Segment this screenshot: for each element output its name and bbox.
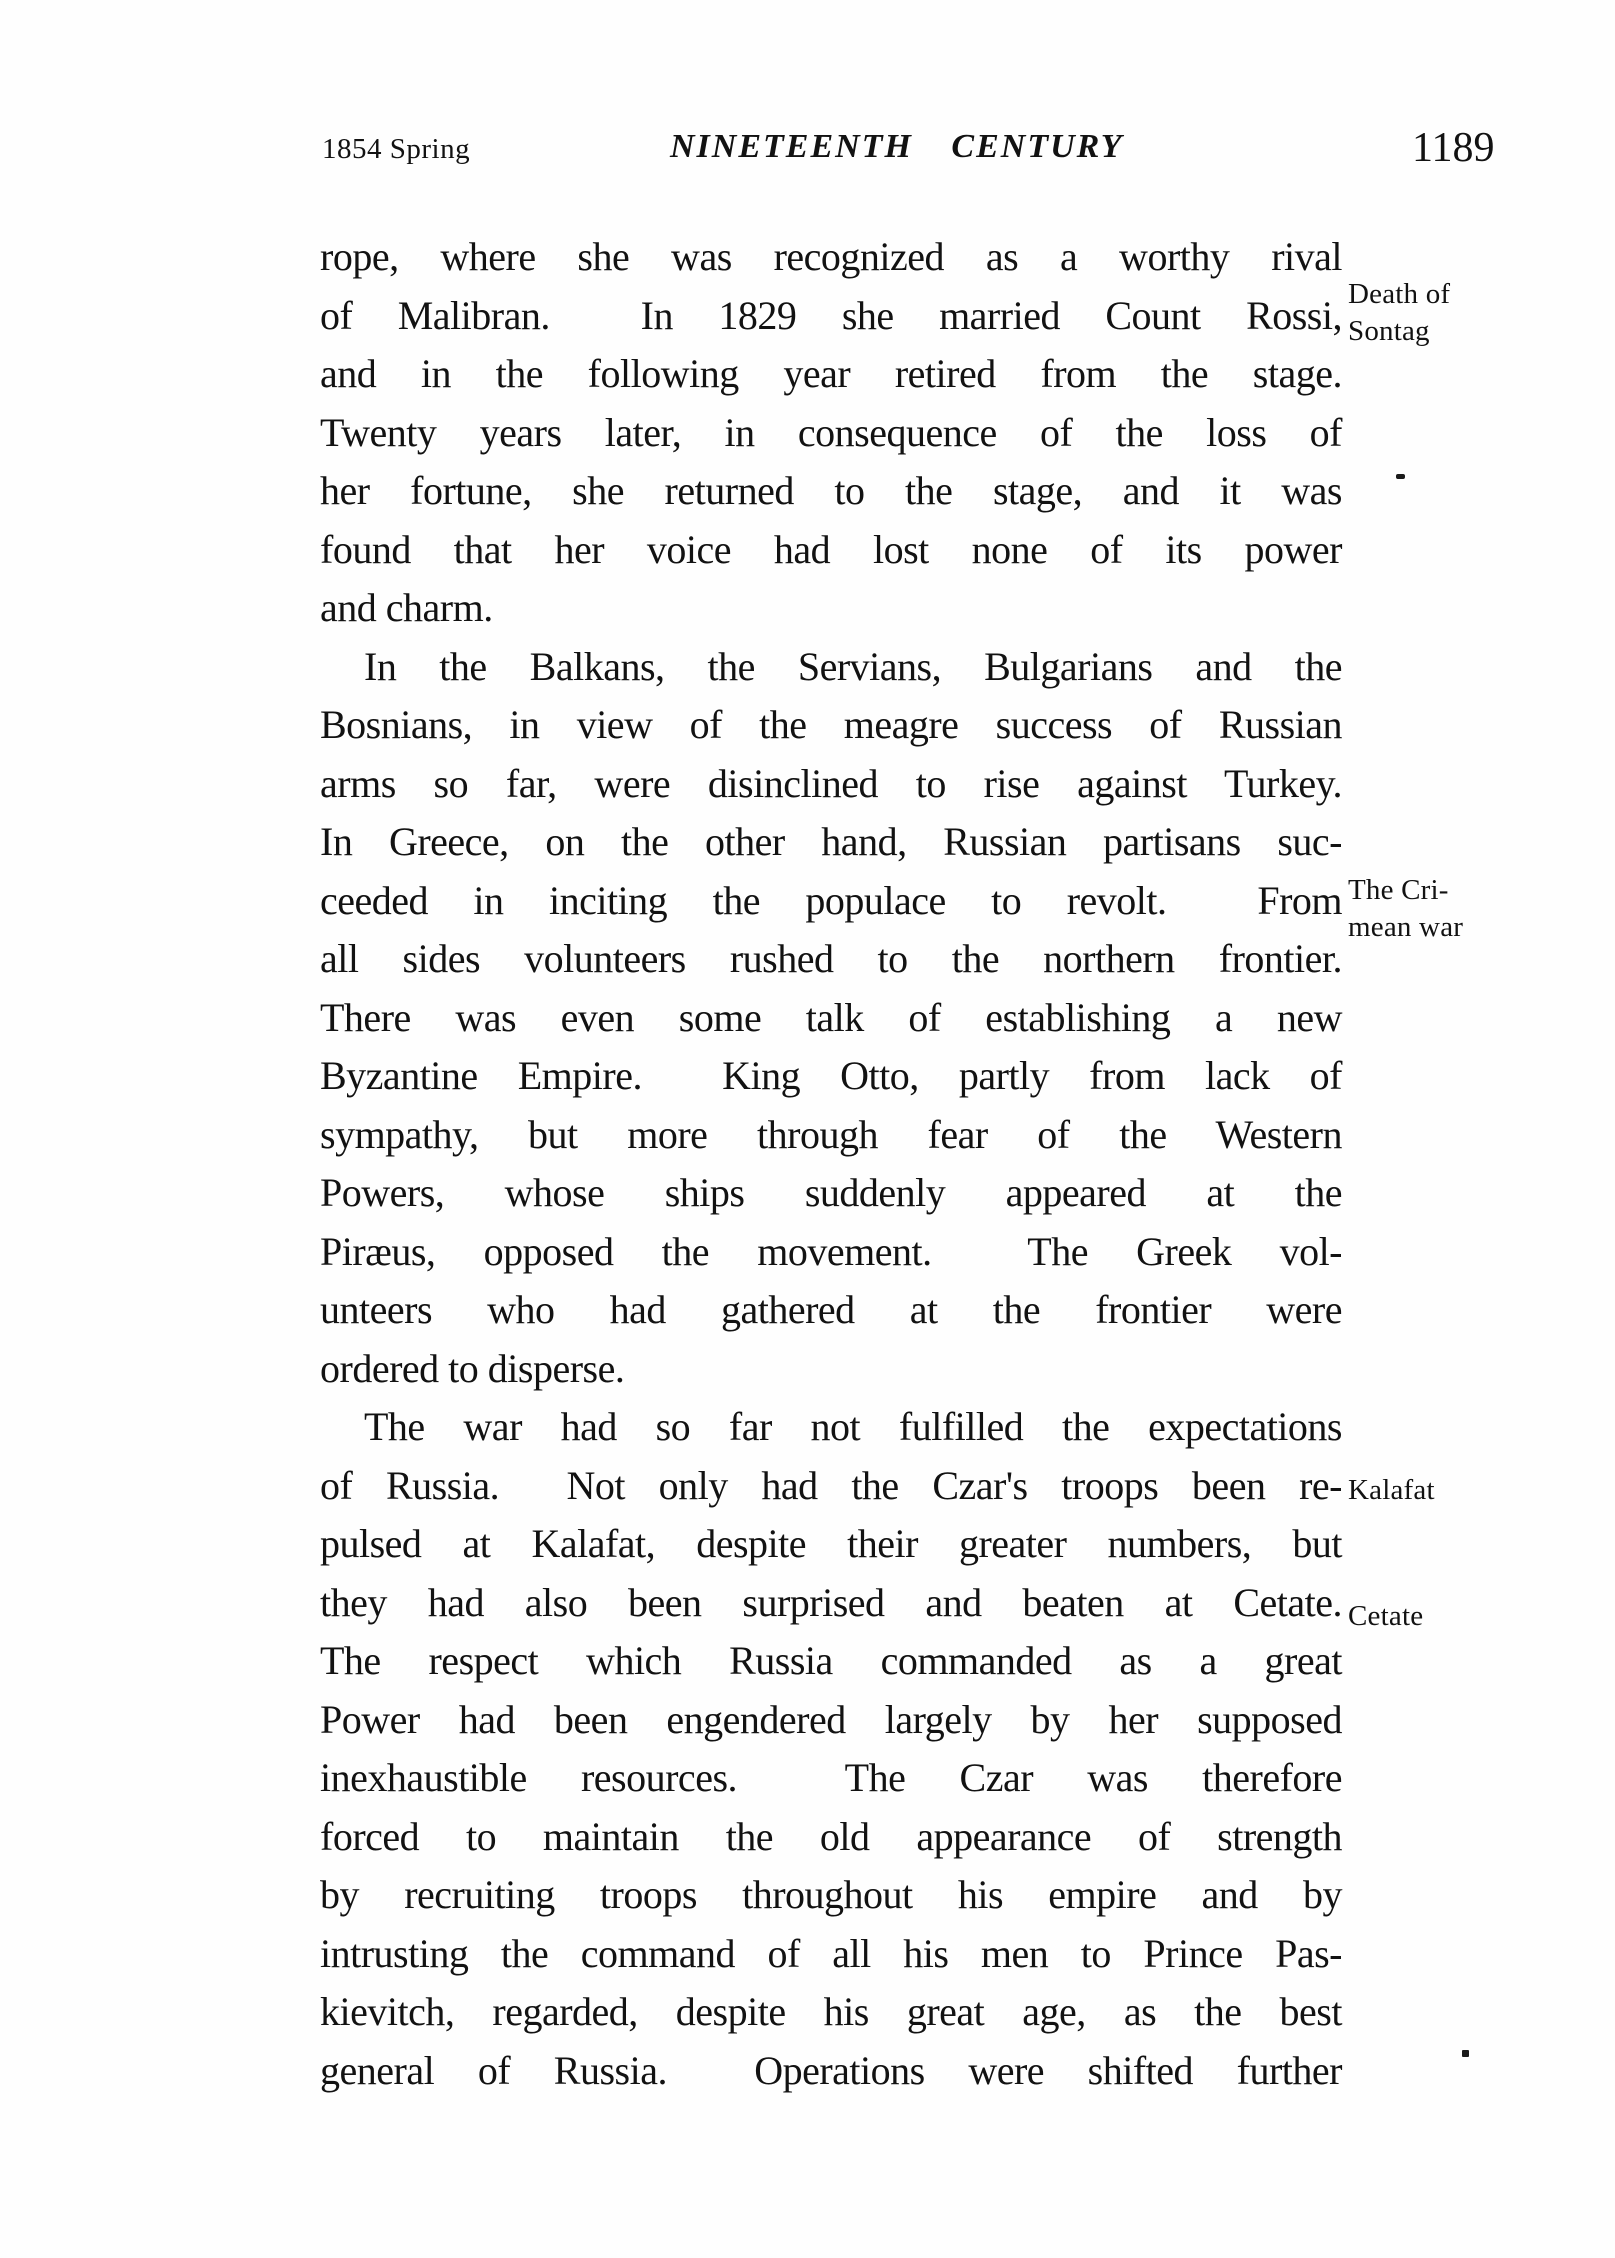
margin-note-line: Death of bbox=[1348, 278, 1451, 310]
text-line: ceeded in inciting the populace to revolt. From bbox=[320, 877, 1342, 923]
text-line: unteers who had gathered at the frontier were bbox=[320, 1287, 1342, 1332]
text-line: Power had been engendered largely by her supposed bbox=[320, 1696, 1342, 1742]
text-line: There was even some talk of establishing a new bbox=[320, 994, 1342, 1040]
text-line: they had also been surprised and beaten at Cetate. bbox=[320, 1579, 1342, 1625]
text-line: inexhaustible resources. The Czar was therefore bbox=[320, 1755, 1342, 1800]
margin-note-cetate bbox=[1348, 1598, 1528, 1635]
text-line: her fortune, she returned to the stage, and it was bbox=[320, 468, 1342, 513]
text-line: by recruiting troops throughout his empire and by bbox=[320, 1872, 1342, 1917]
page-number: 1189 bbox=[1412, 125, 1495, 171]
header-edition-date: 1854 Spring bbox=[322, 133, 471, 165]
text-line: arms so far, were disinclined to rise against Turkey. bbox=[320, 760, 1342, 806]
text-line: of Malibran. In 1829 she married Count Rossi, bbox=[320, 292, 1342, 338]
text-line: intrusting the command of all his men to Prince Pas- bbox=[320, 1930, 1342, 1976]
text-line: kievitch, regarded, despite his great age, as the best bbox=[320, 1989, 1342, 2034]
text-line: sympathy, but more through fear of the Western bbox=[320, 1111, 1342, 1157]
text-line: all sides volunteers rushed to the northern frontier. bbox=[320, 936, 1342, 981]
text-line: pulsed at Kalafat, despite their greater numbers, but bbox=[320, 1521, 1342, 1566]
margin-note-line: Sontag bbox=[1348, 315, 1430, 347]
text-line: found that her voice had lost none of its power bbox=[320, 526, 1342, 572]
text-line: Piræus, opposed the movement. The Greek vol- bbox=[320, 1228, 1342, 1274]
text-line: forced to maintain the old appearance of strength bbox=[320, 1813, 1342, 1859]
margin-note-crimean-war bbox=[1348, 872, 1528, 946]
text-line: rope, where she was recognized as a worthy rival bbox=[320, 234, 1342, 279]
scan-artifact-dot bbox=[1462, 2050, 1469, 2057]
text-line: In the Balkans, the Servians, Bulgarians and the bbox=[364, 643, 1342, 689]
text-line: and charm. bbox=[320, 585, 493, 630]
margin-note-line: Cetate bbox=[1348, 1600, 1424, 1632]
margin-note-death-of-sontag bbox=[1348, 276, 1528, 350]
running-title: NINETEENTH CENTURY bbox=[670, 128, 1124, 165]
margin-note-line: Kalafat bbox=[1348, 1474, 1435, 1506]
text-line: The respect which Russia commanded as a great bbox=[320, 1638, 1342, 1683]
scan-artifact-dash bbox=[1396, 474, 1405, 479]
text-line: The war had so far not fulfilled the expectations bbox=[364, 1404, 1342, 1449]
text-line: and in the following year retired from the stage. bbox=[320, 351, 1342, 396]
margin-note-line: The Cri- bbox=[1348, 874, 1449, 906]
text-line: general of Russia. Operations were shifted further bbox=[320, 2047, 1342, 2093]
text-line: In Greece, on the other hand, Russian partisans suc- bbox=[320, 819, 1342, 864]
body-text-column bbox=[320, 228, 1342, 2100]
text-line: ordered to disperse. bbox=[320, 1345, 625, 1391]
margin-note-line: mean war bbox=[1348, 911, 1464, 943]
text-line: Twenty years later, in consequence of the loss of bbox=[320, 409, 1342, 455]
text-line: Powers, whose ships suddenly appeared at the bbox=[320, 1170, 1342, 1215]
text-line: of Russia. Not only had the Czar's troops been re- bbox=[320, 1462, 1342, 1508]
text-line: Bosnians, in view of the meagre success of Russian bbox=[320, 702, 1342, 747]
text-line: Byzantine Empire. King Otto, partly from lack of bbox=[320, 1053, 1342, 1098]
margin-note-kalafat bbox=[1348, 1472, 1528, 1509]
